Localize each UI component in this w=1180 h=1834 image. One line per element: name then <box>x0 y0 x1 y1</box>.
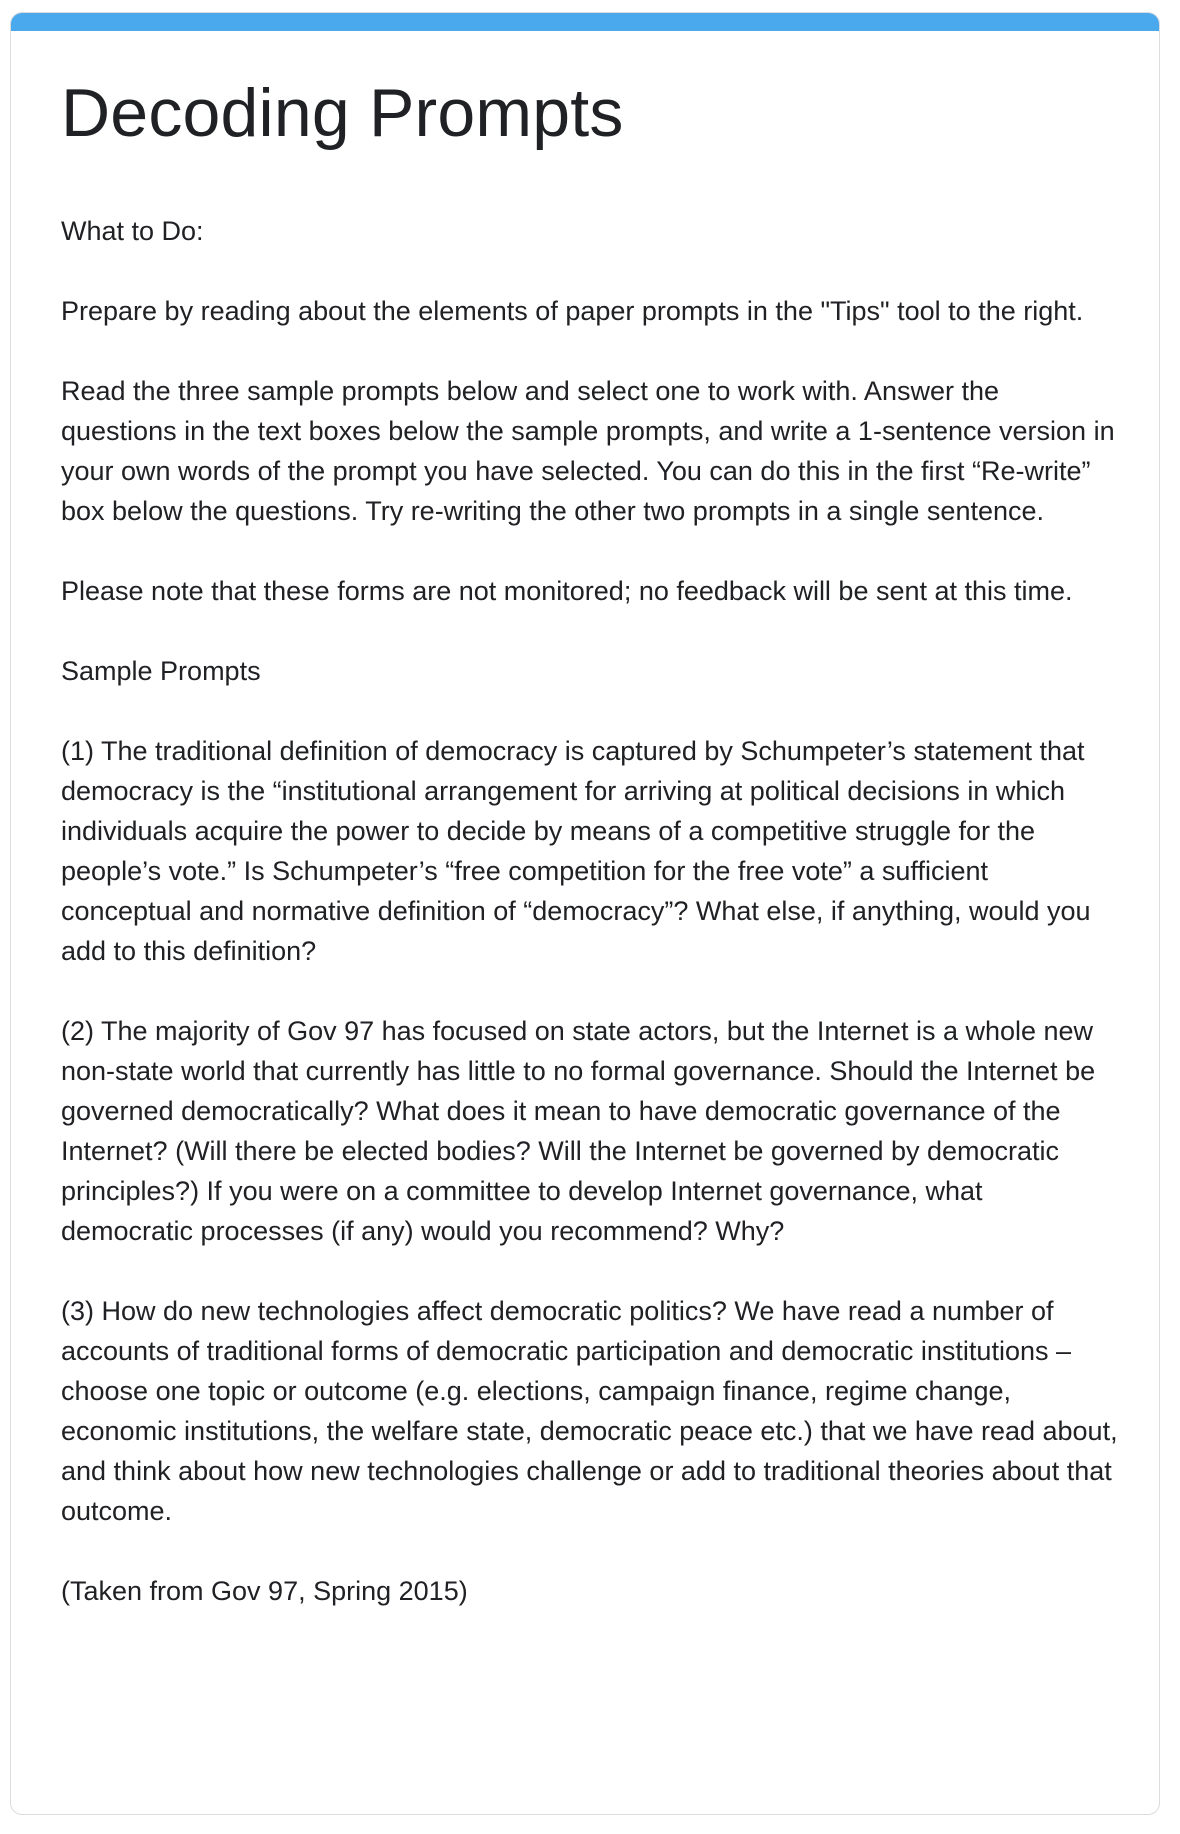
monitoring-note: Please note that these forms are not monitored; no feedback will be sent at this time. <box>61 576 1073 606</box>
form-description <box>61 211 1121 1611</box>
form-header-card <box>10 12 1160 1815</box>
sample-prompt-2: (2) The majority of Gov 97 has focused on state actors, but the Internet is a whole new non-state world that currently has little to no formal governance. Should the Internet be governed democratically? What does it mean to have democratic governance of the Internet? (Will there be elected bodies? Will the Internet be governed by democratic principles?) If you were on a committee to develop Internet governance, what democratic processes (if any) would you recommend? Why? <box>61 1016 1096 1246</box>
form-header-content <box>61 63 1121 1611</box>
form-title: Decoding Prompts <box>61 75 624 151</box>
form-accent-bar <box>10 12 1160 31</box>
sample-prompts-heading: Sample Prompts <box>61 656 261 686</box>
sample-prompt-3: (3) How do new technologies affect democratic politics? We have read a number of accounts of traditional forms of democratic participation and democratic institutions – choose one topic or outcome (e.g. elections, campaign finance, regime change, economic institutions, the welfare state, democratic peace etc.) that we have read about, and think about how new technologies challenge or add to traditional theories about that outcome. <box>61 1296 1118 1526</box>
source-citation: (Taken from Gov 97, Spring 2015) <box>61 1576 468 1606</box>
prepare-paragraph: Prepare by reading about the elements of paper prompts in the "Tips" tool to the right. <box>61 296 1084 326</box>
instructions-paragraph: Read the three sample prompts below and select one to work with. Answer the questions in the text boxes below the sample prompts, and write a 1-sentence version in your own words of the prompt you have selected. You can do this in the first “Re-write” box below the questions. Try re-writing the other two prompts in a single sentence. <box>61 376 1115 526</box>
sample-prompt-1: (1) The traditional definition of democracy is captured by Schumpeter’s statement that democracy is the “institutional arrangement for arriving at political decisions in which individuals acquire the power to decide by means of a competitive struggle for the people’s vote.” Is Schumpeter’s “free competition for the free vote” a sufficient conceptual and normative definition of “democracy”? What else, if anything, would you add to this definition? <box>61 736 1091 966</box>
what-to-do-label: What to Do: <box>61 216 204 246</box>
